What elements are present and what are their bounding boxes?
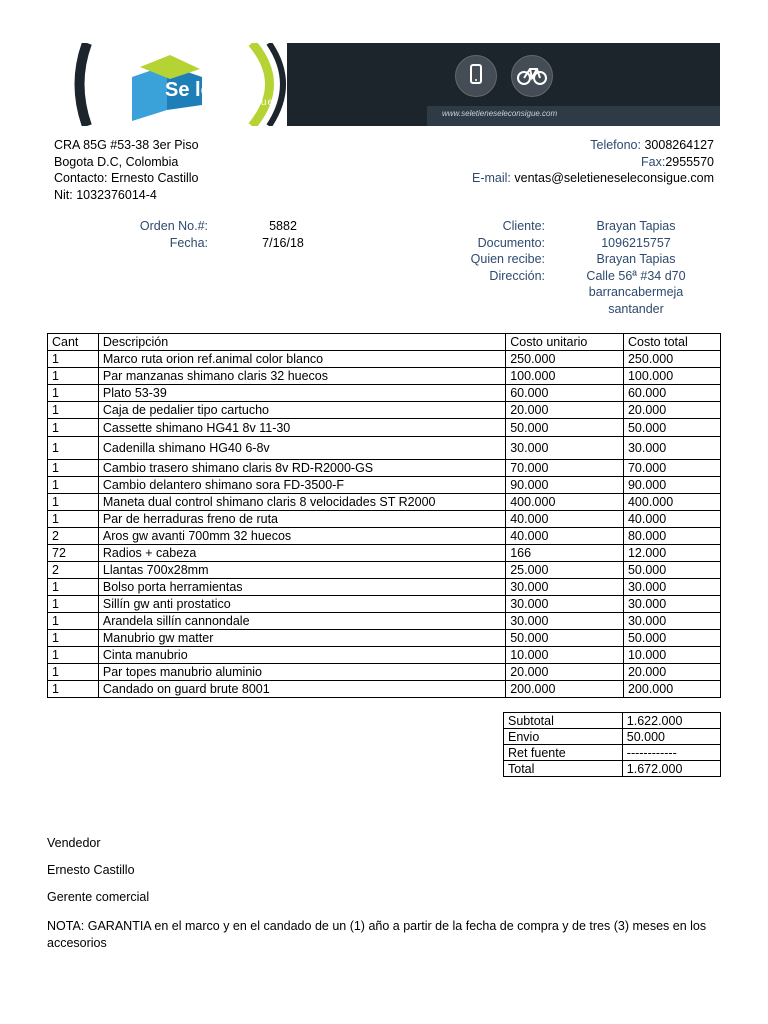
item-total: 70.000 xyxy=(623,460,720,477)
totals-value: ------------ xyxy=(622,745,720,761)
bicycle-icon xyxy=(511,55,553,97)
totals-label: Envio xyxy=(504,729,623,745)
totals-value: 1.622.000 xyxy=(622,713,720,729)
table-row xyxy=(48,402,721,419)
totals-label: Total xyxy=(504,761,623,777)
client-receiver: Brayan Tapias xyxy=(596,252,676,266)
item-desc: Manubrio gw matter xyxy=(98,630,505,647)
item-qty: 1 xyxy=(48,437,99,460)
seller-label: Vendedor xyxy=(47,836,101,850)
totals-label: Ret fuente xyxy=(504,745,623,761)
address-line2: Bogota D.C, Colombia xyxy=(54,154,179,169)
table-row xyxy=(48,545,721,562)
table-row xyxy=(48,613,721,630)
totals-value: 1.672.000 xyxy=(622,761,720,777)
item-unit: 30.000 xyxy=(506,579,624,596)
item-total: 30.000 xyxy=(623,596,720,613)
item-desc: Par topes manubrio aluminio xyxy=(98,664,505,681)
logo-main-text: Se le tiene xyxy=(165,79,264,101)
header-unit: Costo unitario xyxy=(506,334,624,351)
company-address xyxy=(54,137,199,203)
header-desc: Descripción xyxy=(98,334,505,351)
client-label: Cliente: xyxy=(502,219,545,233)
logo-sub-text: consigue xyxy=(226,97,275,108)
item-qty: 1 xyxy=(48,351,99,368)
item-desc: Cinta manubrio xyxy=(98,647,505,664)
header-qty: Cant xyxy=(48,334,99,351)
table-row xyxy=(48,528,721,545)
phone-value: 3008264127 xyxy=(644,138,714,152)
website-url: www.seletieneseleconsigue.com xyxy=(442,109,558,118)
item-total: 30.000 xyxy=(623,613,720,630)
item-unit: 100.000 xyxy=(506,368,624,385)
client-name: Brayan Tapias xyxy=(596,219,676,233)
item-unit: 60.000 xyxy=(506,385,624,402)
item-total: 30.000 xyxy=(623,579,720,596)
item-total: 12.000 xyxy=(623,545,720,562)
item-desc: Marco ruta orion ref.animal color blanco xyxy=(98,351,505,368)
item-qty: 1 xyxy=(48,596,99,613)
item-qty: 1 xyxy=(48,647,99,664)
item-total: 100.000 xyxy=(623,368,720,385)
client-address-line1: Calle 56ª #34 d70 xyxy=(586,268,686,283)
phone-label: Telefono: xyxy=(590,138,641,152)
totals-row xyxy=(504,729,721,745)
totals-table xyxy=(503,712,721,777)
receiver-label: Quien recibe: xyxy=(470,252,545,266)
item-unit: 250.000 xyxy=(506,351,624,368)
item-desc: Cadenilla shimano HG40 6-8v xyxy=(98,437,505,460)
item-unit: 50.000 xyxy=(506,419,624,437)
item-qty: 1 xyxy=(48,385,99,402)
phone-icon xyxy=(455,55,497,97)
email-value: ventas@seletieneseleconsigue.com xyxy=(514,171,714,185)
table-row xyxy=(48,437,721,460)
seller-title: Gerente comercial xyxy=(47,890,150,904)
item-unit: 20.000 xyxy=(506,402,624,419)
item-desc: Aros gw avanti 700mm 32 huecos xyxy=(98,528,505,545)
header-banner xyxy=(47,43,720,126)
order-meta xyxy=(100,218,358,251)
document-label: Documento: xyxy=(477,235,545,250)
totals-row xyxy=(504,713,721,729)
nit: Nit: 1032376014-4 xyxy=(54,187,157,202)
item-unit: 50.000 xyxy=(506,630,624,647)
item-total: 10.000 xyxy=(623,647,720,664)
item-total: 90.000 xyxy=(623,477,720,494)
totals-row xyxy=(504,745,721,761)
item-desc: Cambio delantero shimano sora FD-3500-F xyxy=(98,477,505,494)
item-total: 20.000 xyxy=(623,402,720,419)
totals-label: Subtotal xyxy=(504,713,623,729)
item-qty: 1 xyxy=(48,579,99,596)
fax-label: Fax: xyxy=(641,154,666,169)
item-unit: 25.000 xyxy=(506,562,624,579)
client-address-line2: barrancabermeja xyxy=(588,285,684,299)
table-row xyxy=(48,419,721,437)
address-label: Dirección: xyxy=(489,268,545,283)
item-qty: 2 xyxy=(48,528,99,545)
table-row xyxy=(48,351,721,368)
client-document: 1096215757 xyxy=(601,235,671,250)
item-qty: 1 xyxy=(48,511,99,528)
table-row xyxy=(48,579,721,596)
item-qty: 1 xyxy=(48,477,99,494)
item-desc: Radios + cabeza xyxy=(98,545,505,562)
seller-name: Ernesto Castillo xyxy=(47,863,135,877)
item-qty: 1 xyxy=(48,613,99,630)
item-unit: 166 xyxy=(506,545,624,562)
table-row xyxy=(48,460,721,477)
item-desc: Par de herraduras freno de ruta xyxy=(98,511,505,528)
item-qty: 1 xyxy=(48,630,99,647)
note-line2: accesorios xyxy=(47,936,107,950)
item-total: 50.000 xyxy=(623,630,720,647)
item-total: 50.000 xyxy=(623,419,720,437)
item-total: 50.000 xyxy=(623,562,720,579)
item-desc: Maneta dual control shimano claris 8 velocidades ST R2000 xyxy=(98,494,505,511)
item-unit: 30.000 xyxy=(506,596,624,613)
fax-value: 2955570 xyxy=(665,154,714,169)
table-row xyxy=(48,681,721,698)
item-desc: Plato 53-39 xyxy=(98,385,505,402)
item-desc: Par manzanas shimano claris 32 huecos xyxy=(98,368,505,385)
item-total: 80.000 xyxy=(623,528,720,545)
item-total: 400.000 xyxy=(623,494,720,511)
contact-name: Contacto: Ernesto Castillo xyxy=(54,171,199,185)
item-desc: Bolso porta herramientas xyxy=(98,579,505,596)
item-desc: Candado on guard brute 8001 xyxy=(98,681,505,698)
item-unit: 90.000 xyxy=(506,477,624,494)
items-table xyxy=(47,333,721,698)
items-header-row xyxy=(48,334,721,351)
item-qty: 1 xyxy=(48,494,99,511)
warranty-note xyxy=(47,918,706,952)
table-row xyxy=(48,368,721,385)
client-address-line3: santander xyxy=(608,301,664,316)
item-unit: 200.000 xyxy=(506,681,624,698)
order-number: 5882 xyxy=(269,219,297,233)
email-label: E-mail: xyxy=(472,171,511,185)
order-number-label: Orden No.#: xyxy=(139,219,208,233)
item-unit: 30.000 xyxy=(506,437,624,460)
totals-row xyxy=(504,761,721,777)
item-qty: 1 xyxy=(48,402,99,419)
item-desc: Cambio trasero shimano claris 8v RD-R2000-GS xyxy=(98,460,505,477)
order-date: 7/16/18 xyxy=(262,235,304,250)
item-unit: 40.000 xyxy=(506,511,624,528)
item-qty: 2 xyxy=(48,562,99,579)
item-desc: Cassette shimano HG41 8v 11-30 xyxy=(98,419,505,437)
item-qty: 1 xyxy=(48,460,99,477)
table-row xyxy=(48,385,721,402)
item-desc: Llantas 700x28mm xyxy=(98,562,505,579)
table-row xyxy=(48,647,721,664)
item-total: 250.000 xyxy=(623,351,720,368)
address-line1: CRA 85G #53-38 3er Piso xyxy=(54,138,199,152)
table-row xyxy=(48,494,721,511)
item-qty: 1 xyxy=(48,419,99,437)
table-row xyxy=(48,511,721,528)
totals-value: 50.000 xyxy=(622,729,720,745)
company-contact xyxy=(472,137,714,187)
item-qty: 1 xyxy=(48,368,99,385)
item-total: 40.000 xyxy=(623,511,720,528)
table-row xyxy=(48,630,721,647)
client-meta xyxy=(430,218,727,317)
table-row xyxy=(48,562,721,579)
item-qty: 1 xyxy=(48,664,99,681)
item-qty: 1 xyxy=(48,681,99,698)
table-row xyxy=(48,664,721,681)
item-unit: 20.000 xyxy=(506,664,624,681)
table-row xyxy=(48,477,721,494)
item-total: 60.000 xyxy=(623,385,720,402)
note-line1: NOTA: GARANTIA en el marco y en el candado de un (1) año a partir de la fecha de compra y de tres (3) meses en los xyxy=(47,919,707,933)
item-total: 30.000 xyxy=(623,437,720,460)
header-total: Costo total xyxy=(623,334,720,351)
item-total: 20.000 xyxy=(623,664,720,681)
order-date-label: Fecha: xyxy=(169,235,208,250)
item-unit: 40.000 xyxy=(506,528,624,545)
item-desc: Arandela sillín cannondale xyxy=(98,613,505,630)
item-total: 200.000 xyxy=(623,681,720,698)
item-unit: 70.000 xyxy=(506,460,624,477)
item-unit: 10.000 xyxy=(506,647,624,664)
item-unit: 400.000 xyxy=(506,494,624,511)
item-qty: 72 xyxy=(48,545,99,562)
item-desc: Caja de pedalier tipo cartucho xyxy=(98,402,505,419)
item-unit: 30.000 xyxy=(506,613,624,630)
table-row xyxy=(48,596,721,613)
item-desc: Sillín gw anti prostatico xyxy=(98,596,505,613)
